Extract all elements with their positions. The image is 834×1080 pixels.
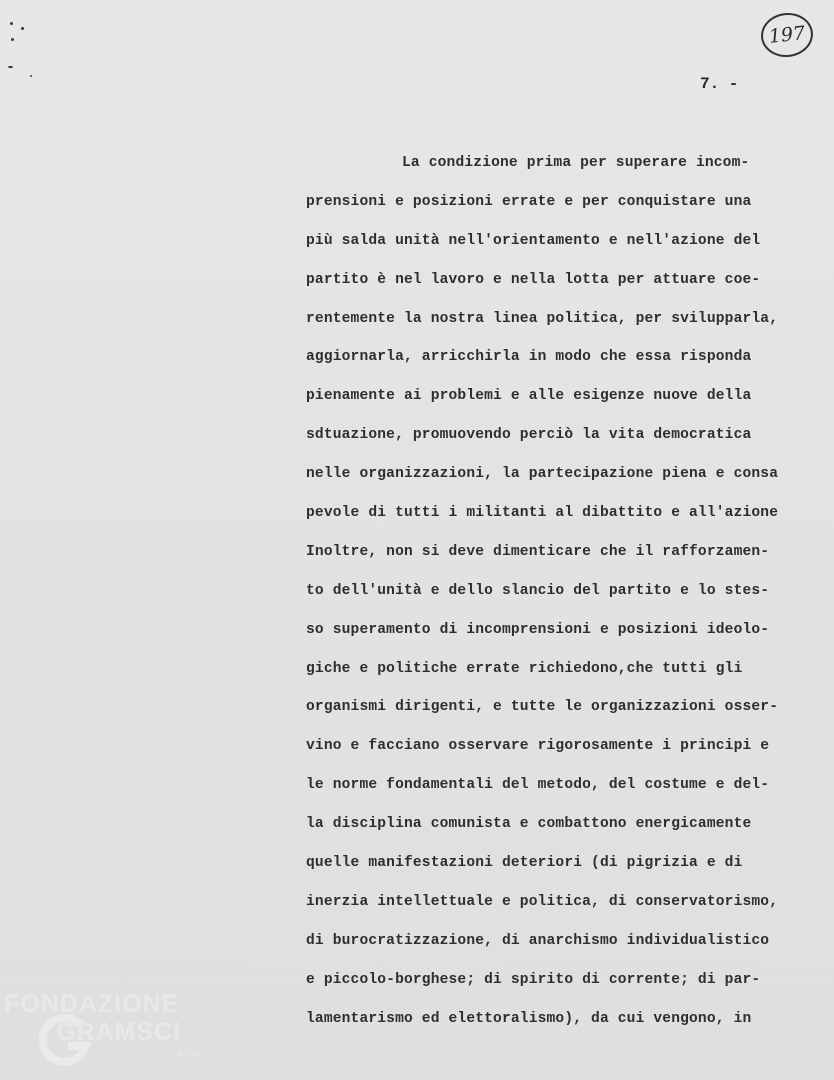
text-line: pienamente ai problemi e alle esigenze nuove della <box>306 388 752 405</box>
watermark-line2: GRAMSCI <box>56 1018 182 1046</box>
text-line: to dell'unità e dello slancio del partito e lo stes- <box>306 582 770 599</box>
text-line: più salda unità nell'orientamento e nell'azione del <box>306 232 761 249</box>
watermark-line3: onlus <box>178 1048 202 1059</box>
text-line: giche e politiche errate richiedono,che tutti gli <box>306 660 743 677</box>
text-line: nelle organizzazioni, la partecipazione piena e consa <box>306 466 779 483</box>
page-number: 7. - <box>700 75 739 93</box>
text-line: lamentarismo ed elettoralismo), da cui vengono, in <box>306 1010 752 1027</box>
fondazione-gramsci-watermark <box>4 990 224 1075</box>
text-line: vino e facciano osservare rigorosamente i principi e <box>306 738 770 755</box>
text-line: partito è nel lavoro e nella lotta per attuare coe- <box>306 271 761 288</box>
text-line: aggiornarla, arricchirla in modo che essa risponda <box>306 349 752 366</box>
text-line: e piccolo-borghese; di spirito di corrente; di par- <box>306 971 761 988</box>
text-line: organismi dirigenti, e tutte le organizzazioni osser- <box>306 699 779 716</box>
document-body <box>306 152 834 1046</box>
text-line: prensioni e posizioni errate e per conquistare una <box>306 193 752 210</box>
archive-number-stamp: 197 <box>759 10 815 59</box>
text-line: la disciplina comunista e combattono energicamente <box>306 816 752 833</box>
text-line: di burocratizzazione, di anarchismo individualistico <box>306 932 770 949</box>
text-line: Inoltre, non si deve dimenticare che il rafforzamen- <box>306 543 770 560</box>
text-line: pevole di tutti i militanti al dibattito e all'azione <box>306 505 779 522</box>
watermark-line1: FONDAZIONE <box>4 990 180 1018</box>
text-line: sdtuazione, promuovendo perciò la vita democratica <box>306 427 752 444</box>
text-line: inerzia intellettuale e politica, di conservatorismo, <box>306 893 779 910</box>
text-line: La condizione prima per superare incom- <box>402 155 750 171</box>
text-line: so superamento di incomprensioni e posizioni ideolo- <box>306 621 770 638</box>
text-line: le norme fondamentali del metodo, del costume e del- <box>306 777 770 794</box>
text-line: quelle manifestazioni deteriori (di pigrizia e di <box>306 855 743 872</box>
text-line: rentemente la nostra linea politica, per svilupparla, <box>306 310 779 327</box>
